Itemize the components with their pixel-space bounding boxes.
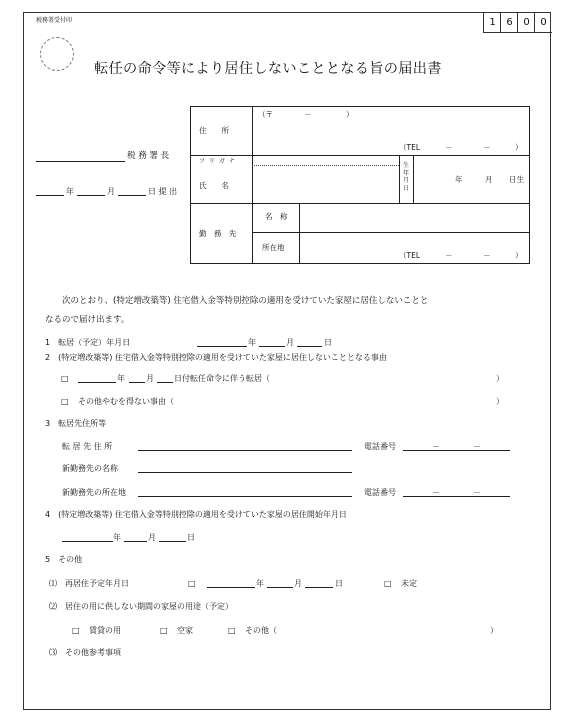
- work-tel-dash: －: [483, 251, 491, 260]
- table-divider: [413, 155, 414, 203]
- reoccupy-year-label: 年: [256, 579, 264, 588]
- submit-day-label: 日 提 出: [148, 187, 178, 196]
- phone2-label: 電話番号: [364, 488, 396, 497]
- reason-other-checkbox[interactable]: □: [61, 397, 69, 406]
- submit-month-field[interactable]: [77, 195, 105, 196]
- reoccupy-label: ⑴ 再居住予定年月日: [49, 579, 129, 588]
- phone2-dash: －: [473, 488, 481, 497]
- birth-year-label: 年: [455, 175, 463, 184]
- sec5-label: 5 その他: [45, 555, 83, 564]
- phone-dash: －: [473, 442, 481, 451]
- form-number-digit: 1: [483, 12, 501, 32]
- sec3-label: 3 転居先住所等: [45, 419, 107, 428]
- residence-start-year-field[interactable]: [62, 541, 113, 542]
- birth-day-label: 日生: [509, 175, 524, 184]
- tax-office-name-field[interactable]: [36, 161, 125, 162]
- submit-year-field[interactable]: [36, 195, 64, 196]
- move-month-label: 月: [286, 338, 294, 347]
- birth-date-input[interactable]: [415, 168, 527, 190]
- furigana-input[interactable]: [254, 157, 398, 165]
- other-usage-close: ）: [490, 626, 498, 635]
- new-work-name-label: 新勤務先の名称: [62, 464, 118, 473]
- order-month-label: 月: [146, 374, 154, 383]
- residence-start-day-field[interactable]: [159, 541, 186, 542]
- birth-month-label: 月: [485, 175, 493, 184]
- undecided-label: 未定: [401, 579, 417, 588]
- undecided-checkbox[interactable]: □: [384, 579, 392, 588]
- furigana-divider: [252, 165, 399, 166]
- submit-day-field[interactable]: [118, 195, 146, 196]
- vacant-label: 空家: [177, 626, 193, 635]
- tax-office-suffix: 税 務 署 長: [127, 151, 170, 161]
- vacant-checkbox[interactable]: □: [160, 626, 168, 635]
- name-input[interactable]: [254, 167, 398, 202]
- table-divider: [399, 155, 400, 203]
- rent-label: 賃貸の用: [89, 626, 121, 635]
- table-divider: [252, 106, 253, 264]
- table-divider: [190, 203, 530, 204]
- new-work-location-field[interactable]: [138, 496, 352, 497]
- form-number-digit: 0: [534, 12, 552, 32]
- order-month-field[interactable]: [129, 382, 145, 383]
- reason-transfer-checkbox[interactable]: □: [61, 374, 69, 383]
- sec4-label: 4 (特定増改築等) 住宅借入金等特別控除の適用を受けていた家屋の居住開始年月日: [45, 510, 347, 519]
- residence-start-day-label: 日: [187, 533, 195, 542]
- tel-open: （TEL: [399, 143, 420, 152]
- phone-dash: －: [432, 442, 440, 451]
- residence-start-year-label: 年: [113, 533, 121, 542]
- reoccupy-month-label: 月: [294, 579, 302, 588]
- reason-transfer-close: ）: [496, 374, 504, 383]
- sec2-label: 2 (特定増改築等) 住宅借入金等特別控除の適用を受けていた家屋に居住しないこととなる事由: [45, 353, 387, 362]
- reoccupy-day-label: 日: [335, 579, 343, 588]
- reoccupy-date-checkbox[interactable]: □: [188, 579, 196, 588]
- move-year-field[interactable]: [197, 346, 247, 347]
- new-work-name-field[interactable]: [138, 472, 352, 473]
- other-notes-area[interactable]: [62, 662, 522, 702]
- new-address-field[interactable]: [138, 450, 352, 451]
- tel-dash: －: [445, 143, 453, 152]
- work-name-input[interactable]: [301, 205, 528, 231]
- table-divider: [252, 232, 530, 233]
- work-location-input[interactable]: [301, 234, 528, 250]
- postal-mark: （〒: [258, 110, 273, 119]
- phone-field[interactable]: [403, 450, 510, 451]
- stamp-area-label: 税務署受付印: [36, 17, 73, 24]
- receipt-stamp-circle: [40, 37, 74, 71]
- form-number-digit: 6: [500, 12, 518, 32]
- address-label: 住 所: [199, 126, 229, 135]
- submit-month-label: 月: [107, 187, 115, 196]
- other-notes-label: ⑶ その他参考事項: [49, 648, 121, 657]
- work-location-label: 所在地: [262, 243, 285, 252]
- order-day-field[interactable]: [157, 382, 173, 383]
- name-label: 氏 名: [199, 181, 229, 190]
- new-work-location-label: 新勤務先の所在地: [62, 488, 126, 497]
- table-divider: [299, 203, 300, 264]
- phone2-field[interactable]: [403, 496, 510, 497]
- reoccupy-day-field[interactable]: [305, 587, 333, 588]
- tel-dash: －: [483, 143, 491, 152]
- residence-start-month-label: 月: [148, 533, 156, 542]
- intro-line: 次のとおり、(特定増改築等) 住宅借入金等特別控除の適用を受けていた家屋に居住しないことと: [62, 296, 429, 306]
- other-usage-label: その他（: [245, 626, 277, 635]
- postal-dash: －: [304, 110, 312, 119]
- work-tel-close: ）: [515, 251, 523, 260]
- sec1-label: 1 転居（予定）年月日: [45, 338, 131, 347]
- work-tel-dash: －: [445, 251, 453, 260]
- form-title: 転任の命令等により居住しないこととなる旨の届出書: [94, 61, 442, 77]
- table-divider: [190, 155, 530, 156]
- new-address-label: 転 居 先 住 所: [62, 442, 113, 451]
- reason-other-text: その他やむを得ない事由（: [78, 397, 174, 406]
- move-year-label: 年: [248, 338, 256, 347]
- order-year-field[interactable]: [78, 382, 116, 383]
- birth-label: 生年月日: [402, 162, 409, 192]
- reoccupy-month-field[interactable]: [267, 587, 293, 588]
- work-tel-open: （TEL: [399, 251, 420, 260]
- residence-start-month-field[interactable]: [124, 541, 147, 542]
- intro-line: なるので届け出ます。: [45, 315, 130, 325]
- reason-other-close: ）: [496, 397, 504, 406]
- reoccupy-year-field[interactable]: [207, 587, 255, 588]
- move-day-field[interactable]: [297, 346, 322, 347]
- move-month-field[interactable]: [259, 346, 285, 347]
- work-name-label: 名 称: [265, 212, 288, 221]
- rent-checkbox[interactable]: □: [72, 626, 80, 635]
- reason-transfer-text: 日付転任命令に伴う転居（: [174, 374, 270, 383]
- tel-close: ）: [515, 143, 523, 152]
- order-year-label: 年: [117, 374, 125, 383]
- furigana-label: フ リ ガ ナ: [199, 158, 236, 165]
- form-number-digit: 0: [517, 12, 535, 32]
- submit-year-label: 年: [66, 187, 74, 196]
- move-day-label: 日: [324, 338, 332, 347]
- other-usage-checkbox[interactable]: □: [228, 626, 236, 635]
- postal-close: ）: [346, 110, 354, 119]
- usage-label: ⑵ 居住の用に供しない期間の家屋の用途（予定）: [49, 602, 233, 611]
- work-label: 勤 務 先: [199, 229, 237, 238]
- phone-label: 電話番号: [364, 442, 396, 451]
- phone2-dash: －: [432, 488, 440, 497]
